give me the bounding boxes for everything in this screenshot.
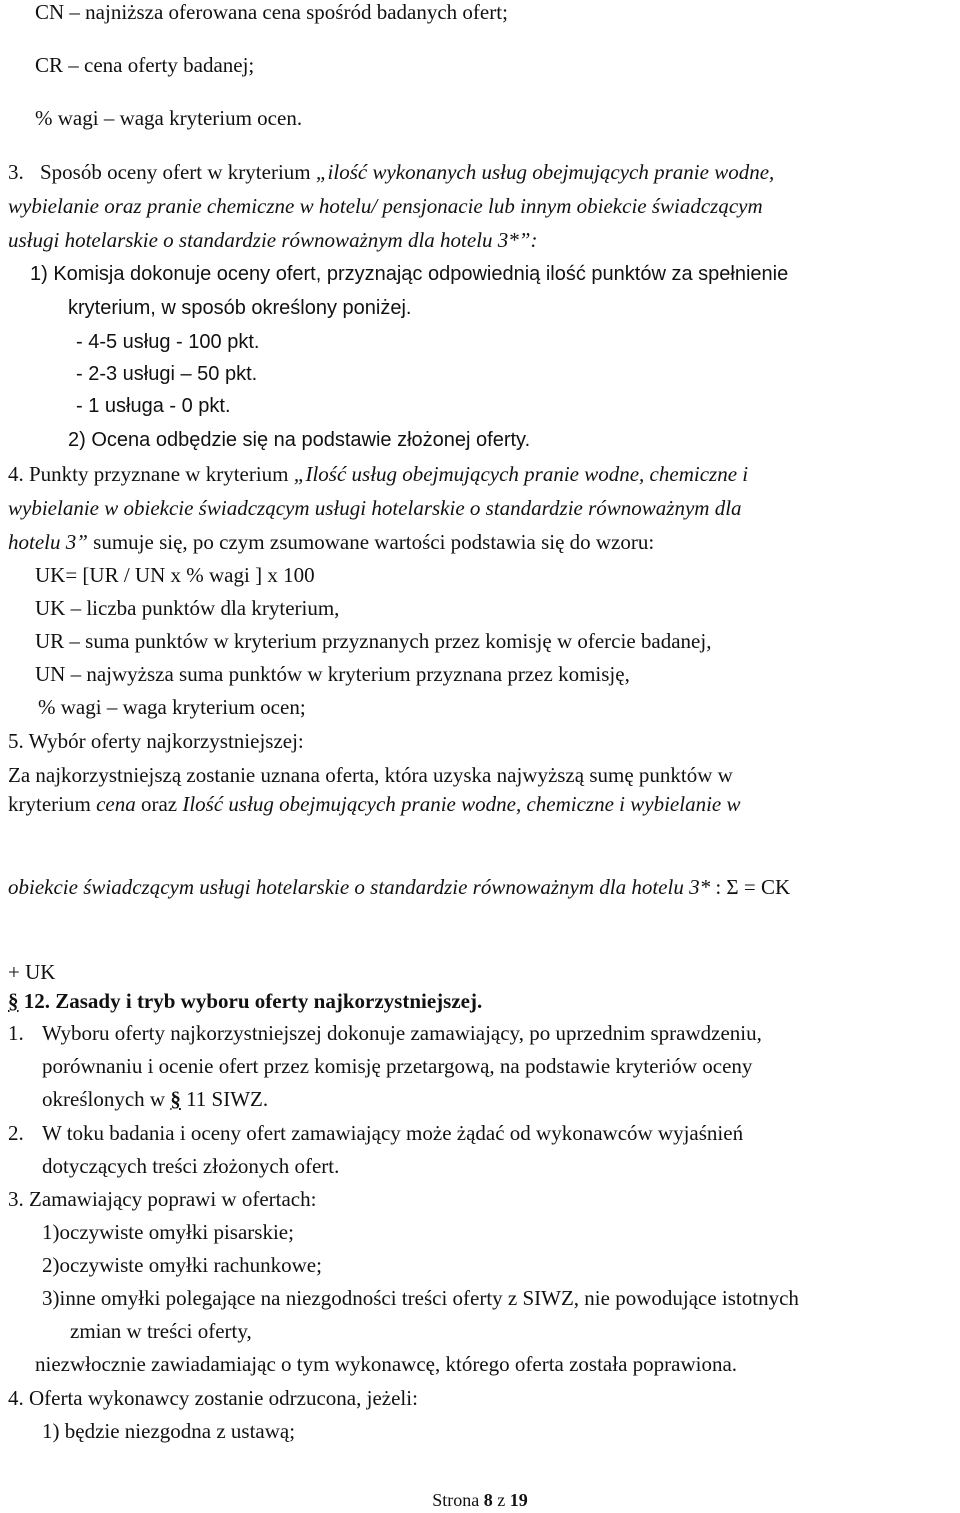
section-4-line-3 (8, 528, 654, 556)
rule-1-line-3a: określonych w (42, 1087, 166, 1111)
section-3-text (40, 158, 774, 186)
footer-separator: z (497, 1490, 506, 1510)
section-12-heading (8, 987, 482, 1015)
footer-total-pages: 19 (509, 1490, 528, 1510)
uk-definition: UK – liczba punktów dla kryterium, (35, 596, 340, 620)
section-5-line-3a: obiekcie świadczącym usługi hotelarskie o standardzie równoważnym dla hotelu 3* (8, 875, 711, 899)
footer-prefix: Strona (432, 1490, 480, 1510)
section-5-line-2b: cena (96, 792, 136, 816)
section-3-line-3: usługi hotelarskie o standardzie równoważnym dla hotelu 3*”: (8, 228, 538, 252)
rule-1-line-3 (42, 1085, 268, 1113)
section-5-line-3b: : Σ = CK (715, 875, 791, 899)
section-5-line-4: + UK (8, 960, 56, 984)
points-2-3: - 2-3 usługi – 50 pkt. (76, 363, 258, 385)
un-definition: UN – najwyższa suma punktów w kryterium przyznana przez komisję, (35, 662, 630, 686)
uk-formula: UK= [UR / UN x % wagi ] x 100 (35, 563, 315, 587)
cn-line: CN – najniższa oferowana cena spośród badanych ofert; (35, 0, 508, 24)
section-3-text-b: „ilość wykonanych usług obejmujących pranie wodne, (315, 160, 775, 184)
section-5-line-1: Za najkorzystniejszą zostanie uznana oferta, która uzyska najwyższą sumę punktów w (8, 763, 733, 787)
section-12-title: 12. Zasady i tryb wyboru oferty najkorzystniejszej. (23, 989, 483, 1013)
section-5-heading: 5. Wybór oferty najkorzystniejszej: (8, 729, 304, 753)
page-footer (0, 1490, 960, 1511)
section-4-line-1b: „Ilość usług obejmujących pranie wodne, chemiczne i (293, 462, 749, 486)
rule-1-line-3b: 11 SIWZ. (186, 1087, 269, 1111)
rule-3-heading: 3. Zamawiający poprawi w ofertach: (8, 1187, 317, 1211)
section-5-line-2a: kryterium (8, 792, 91, 816)
section-12-symbol: § (8, 989, 19, 1013)
rule-3-closing: niezwłocznie zawiadamiając o tym wykonawcę, którego oferta została poprawiona. (35, 1352, 738, 1376)
criterion-2-line: 2) Ocena odbędzie się na podstawie złożonej oferty. (68, 429, 531, 451)
rule-4-heading: 4. Oferta wykonawcy zostanie odrzucona, jeżeli: (8, 1386, 418, 1410)
rule-1-section-symbol: § (170, 1087, 181, 1111)
rule-4-item-1: 1) będzie niezgodna z ustawą; (42, 1419, 296, 1443)
rule-3-item-1: 1)oczywiste omyłki pisarskie; (42, 1220, 294, 1244)
rule-2-number: 2. (8, 1121, 24, 1145)
rule-1-line-2: porównaniu i ocenie ofert przez komisję przetargową, na podstawie kryteriów oceny (42, 1054, 753, 1078)
section-4-line-1a: 4. Punkty przyznane w kryterium (8, 462, 289, 486)
section-4-line-1 (8, 460, 748, 488)
wagi-definition: % wagi – waga kryterium ocen; (38, 695, 306, 719)
section-3-line-2: wybielanie oraz pranie chemiczne w hotelu/ pensjonacie lub innym obiekcie świadczącym (8, 194, 763, 218)
section-5-line-3 (8, 873, 790, 901)
footer-page-number: 8 (483, 1490, 493, 1510)
section-4-line-3b: sumuje się, po czym zsumowane wartości podstawia się do wzoru: (93, 530, 655, 554)
wagi-line: % wagi – waga kryterium ocen. (35, 106, 303, 130)
ur-definition: UR – suma punktów w kryterium przyznanych przez komisję w ofercie badanej, (35, 629, 712, 653)
rule-2-line-2: dotyczących treści złożonych ofert. (42, 1154, 340, 1178)
rule-1-line-1: Wyboru oferty najkorzystniejszej dokonuje zamawiający, po uprzednim sprawdzeniu, (42, 1021, 762, 1045)
rule-3-item-3-line-1: 3)inne omyłki polegające na niezgodności treści oferty z SIWZ, nie powodujące istotnych (42, 1286, 799, 1310)
criterion-1-line-2: kryterium, w sposób określony poniżej. (68, 297, 412, 319)
rule-3-item-2: 2)oczywiste omyłki rachunkowe; (42, 1253, 322, 1277)
cr-line: CR – cena oferty badanej; (35, 53, 255, 77)
criterion-1-line-1: 1) Komisja dokonuje oceny ofert, przyznając odpowiednią ilość punktów za spełnienie (30, 263, 789, 285)
section-5-line-2c: oraz (140, 792, 178, 816)
rule-2-line-1: W toku badania i oceny ofert zamawiający może żądać od wykonawców wyjaśnień (42, 1121, 744, 1145)
section-5-line-2 (8, 790, 740, 818)
points-4-5: - 4-5 usług - 100 pkt. (76, 331, 260, 353)
section-3-text-a: Sposób oceny ofert w kryterium (40, 160, 311, 184)
points-1: - 1 usługa - 0 pkt. (76, 395, 231, 417)
section-3-number: 3. (8, 160, 24, 184)
section-4-line-3a: hotelu 3” (8, 530, 88, 554)
section-5-line-2d: Ilość usług obejmujących pranie wodne, chemiczne i wybielanie w (182, 792, 741, 816)
rule-1-number: 1. (8, 1021, 24, 1045)
rule-3-item-3-line-2: zmian w treści oferty, (70, 1319, 252, 1343)
section-4-line-2: wybielanie w obiekcie świadczącym usługi hotelarskie o standardzie równoważnym dla (8, 496, 742, 520)
